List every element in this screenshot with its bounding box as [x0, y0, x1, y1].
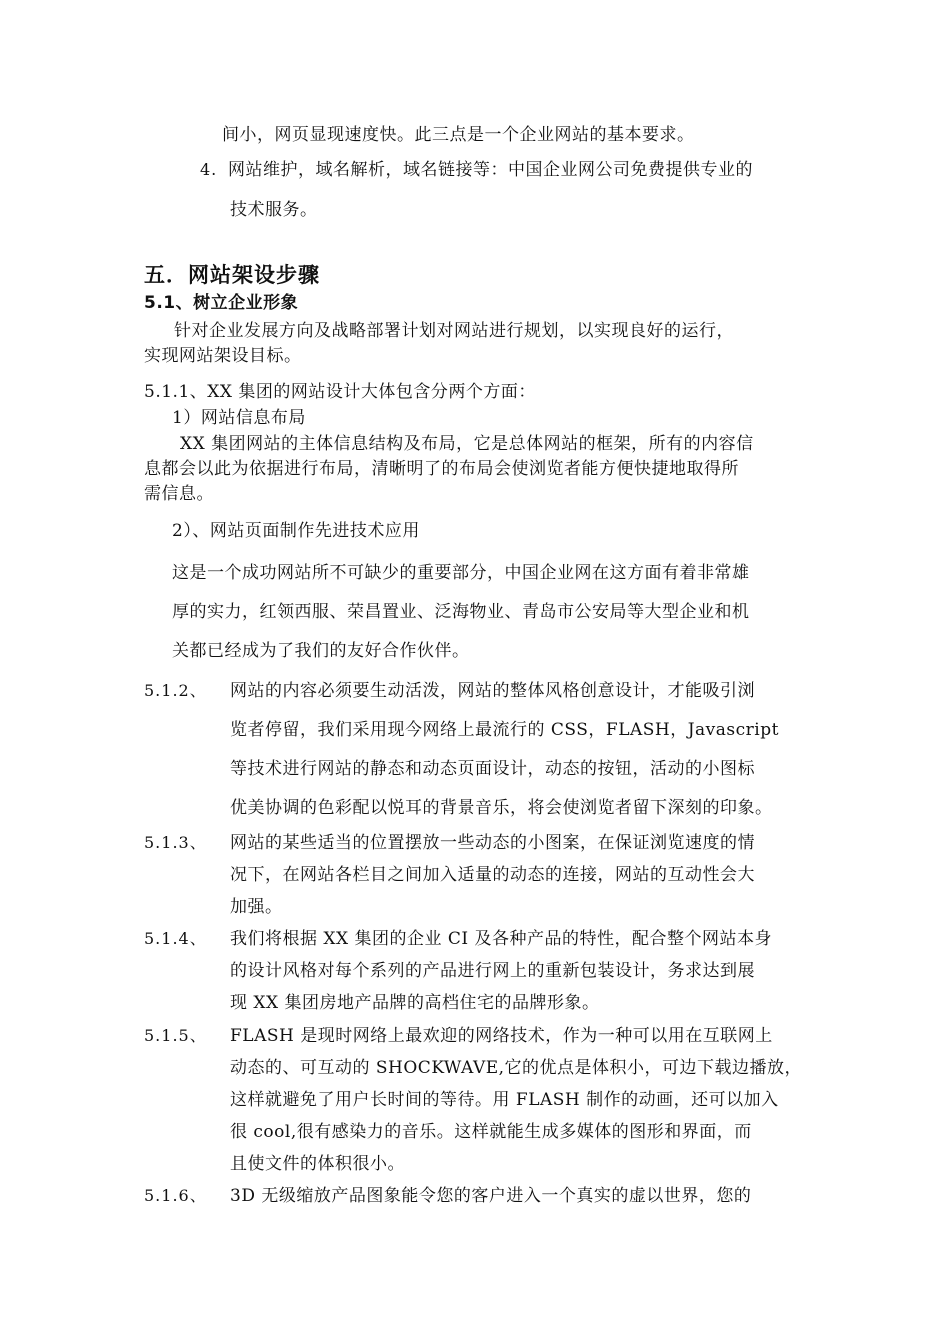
- paragraph-line: 加强。: [230, 897, 283, 917]
- item-number: 5.1.3、: [144, 833, 207, 852]
- paragraph-line: 关都已经成为了我们的友好合作伙伴。: [172, 641, 470, 661]
- paragraph-line: 网站的某些适当的位置摆放一些动态的小图案，在保证浏览速度的情: [230, 833, 755, 853]
- paragraph-line: FLASH 是现时网络上最欢迎的网络技术，作为一种可以用在互联网上: [230, 1026, 773, 1046]
- list-item-title: 1）网站信息布局: [172, 408, 306, 428]
- paragraph-line: XX 集团网站的主体信息结构及布局，它是总体网站的框架，所有的内容信: [180, 434, 754, 454]
- paragraph-line: 这是一个成功网站所不可缺少的重要部分，中国企业网在这方面有着非常雄: [172, 563, 750, 583]
- paragraph-line: 优美协调的色彩配以悦耳的背景音乐，将会使浏览者留下深刻的印象。: [230, 798, 773, 818]
- paragraph-line: 厚的实力，红领西服、荣昌置业、泛海物业、青岛市公安局等大型企业和机: [172, 602, 750, 622]
- paragraph-line: 这样就避免了用户长时间的等待。用 FLASH 制作的动画，还可以加入: [230, 1090, 779, 1110]
- paragraph-line: 的设计风格对每个系列的产品进行网上的重新包装设计，务求达到展: [230, 961, 755, 981]
- list-item-title: 2）、网站页面制作先进技术应用: [172, 521, 420, 541]
- text-line: 间小，网页显现速度快。此三点是一个企业网站的基本要求。: [222, 125, 695, 145]
- item-number: 5.1.4、: [144, 929, 207, 948]
- item-number: 5.1.6、: [144, 1186, 207, 1205]
- paragraph-line: 息都会以此为依据进行布局，清晰明了的布局会使浏览者能方便快捷地取得所: [144, 459, 739, 479]
- list-number: 4.: [200, 160, 218, 179]
- subsection-title: 5.1.1、XX 集团的网站设计大体包含分两个方面：: [144, 382, 536, 402]
- paragraph-line: 很 cool,很有感染力的音乐。这样就能生成多媒体的图形和界面，而: [230, 1122, 752, 1142]
- paragraph-line: 针对企业发展方向及战略部署计划对网站进行规划，以实现良好的运行，: [174, 321, 734, 341]
- paragraph-line: 等技术进行网站的静态和动态页面设计，动态的按钮，活动的小图标: [230, 759, 755, 779]
- paragraph-line: 览者停留，我们采用现今网络上最流行的 CSS，FLASH，Javascript: [230, 720, 779, 740]
- paragraph-line: 需信息。: [144, 484, 214, 504]
- paragraph-line: 况下，在网站各栏目之间加入适量的动态的连接，网站的互动性会大: [230, 865, 755, 885]
- paragraph-line: 且使文件的体积很小。: [230, 1154, 405, 1174]
- paragraph-line: 现 XX 集团房地产品牌的高档住宅的品牌形象。: [230, 993, 600, 1013]
- paragraph-line: 实现网站架设目标。: [144, 346, 302, 366]
- section-heading: 五．网站架设步骤: [144, 263, 320, 287]
- paragraph-line: 我们将根据 XX 集团的企业 CI 及各种产品的特性，配合整个网站本身: [230, 929, 773, 949]
- text-line: 技术服务。: [230, 200, 318, 220]
- text-line: 网站维护，域名解析，域名链接等：中国企业网公司免费提供专业的: [228, 160, 753, 180]
- item-number: 5.1.2、: [144, 681, 207, 700]
- item-number: 5.1.5、: [144, 1026, 207, 1045]
- subsection-heading: 5.1、树立企业形象: [144, 293, 299, 313]
- paragraph-line: 网站的内容必须要生动活泼，网站的整体风格创意设计，才能吸引浏: [230, 681, 755, 701]
- paragraph-line: 动态的、可互动的 SHOCKWAVE,它的优点是体积小，可边下载边播放，: [230, 1058, 803, 1078]
- paragraph-line: 3D 无级缩放产品图象能令您的客户进入一个真实的虚以世界，您的: [230, 1186, 752, 1206]
